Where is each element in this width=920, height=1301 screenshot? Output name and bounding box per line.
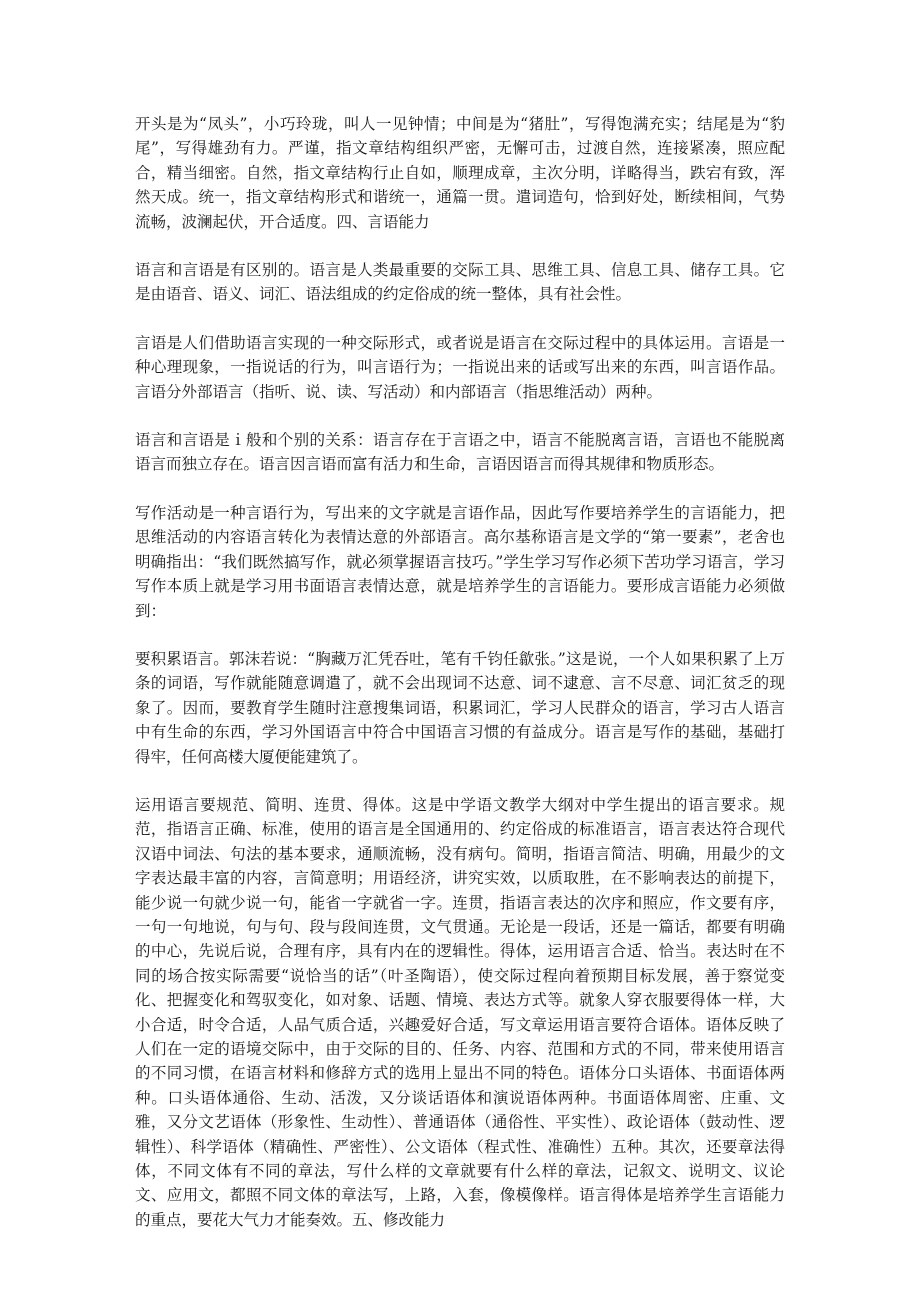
paragraph-use-language: 运用语言要规范、简明、连贯、得体。这是中学语文教学大纲对中学生提出的语言要求。规范，指语言正确、标准，使用的语言是全国通用的、约定俗成的标准语言，语言表达符合现代汉语中词法、句法的基本要求，通顺流畅，没有病句。简明，指语言简洁、明确，用最少的文字表达最丰富的内容，言简意明；用语经济，讲究实效，以质取胜，在不影响表达的前提下，能少说一句就少说一句，能省一字就省一字。连贯，指语言表达的次序和照应，作文要有序，一句一句地说，句与句、段与段间连贯，文气贯通。无论是一段话，还是一篇话，都要有明确的中心，先说后说，合理有序，具有内在的逻辑性。得体，运用语言合适、恰当。表达时在不同的场合按实际需要“说恰当的话”（叶圣陶语），使交际过程向着预期目标发展，善于察觉变化、把握变化和驾驭变化，如对象、话题、情境、表达方式等。就象人穿衣服要得体一样，大小合适，时令合适，人品气质合适，兴趣爱好合适，写文章运用语言要符合语体。语体反映了人们在一定的语境交际中，由于交际的目的、任务、内容、范围和方式的不同，带来使用语言的不同习惯，在语言材料和修辞方式的选用上显出不同的特色。语体分口头语体、书面语体两种。口头语体通俗、生动、活泼，又分谈话语体和演说语体两种。书面语体周密、庄重、文雅，又分文艺语体（形象性、生动性）、普通语体（通俗性、平实性）、政论语体（鼓动性、逻辑性）、科学语体（精确性、严密性）、公文语体（程式性、准确性）五种。其次，还要章法得体，不同文体有不同的章法，写什么样的文章就要有什么样的章法，记叙文、说明文、议论文、应用文，都照不同文体的章法写，上路，入套，像模像样。语言得体是培养学生言语能力的重点，要花大气力才能奏效。五、修改能力	[135, 795, 785, 1229]
paragraph-writing-activity: 写作活动是一种言语行为，写出来的文字就是言语作品，因此写作要培养学生的言语能力，把思维活动的内容语言转化为表情达意的外部语言。高尔基称语言是文学的“第一要素”，老舍也明确指出：“我们既然搞写作，就必须掌握语言技巧。”学生学习写作必须下苦功学习语言，学习写作本质上就是学习用书面语言表情达意，就是培养学生的言语能力。要形成言语能力必须做到：	[135, 503, 785, 620]
paragraph-language-vs-speech: 语言和言语是有区别的。语言是人类最重要的交际工具、思维工具、信息工具、储存工具。它是由语音、语义、词汇、语法组成的约定俗成的统一整体，具有社会性。	[135, 261, 785, 304]
paragraph-speech-definition: 言语是人们借助语言实现的一种交际形式，或者说是语言在交际过程中的具体运用。言语是一种心理现象，一指说话的行为，叫言语行为；一指说出来的话或写出来的东西，叫言语作品。言语分外部语言（指听、说、读、写活动）和内部语言（指思维活动）两种。	[135, 333, 785, 401]
paragraph-accumulate-language: 要积累语言。郭沫若说：“胸藏万汇凭吞吐，笔有千钧任歙张。”这是说，一个人如果积累了上万条的词语，写作就能随意调遣了，就不会出现词不达意、词不逮意、言不尽意、词汇贫乏的现象了。因而，要教育学生随时注意搜集词语，积累词汇，学习人民群众的语言，学习古人语言中有生命的东西，学习外国语言中符合中国语言习惯的有益成分。语言是写作的基础，基础打得牢，任何高楼大厦便能建筑了。	[135, 649, 785, 766]
paragraph-structure: 开头是为“凤头”，小巧玲珑，叫人一见钟情；中间是为“猪肚”，写得饱满充实；结尾是为“豹尾”，写得雄劲有力。严谨，指文章结构组织严密，无懈可击，过渡自然，连接紧凑，照应配合，精当细密。自然，指文章结构行止自如，顺理成章，主次分明，详略得当，跌宕有致，浑然天成。统一，指文章结构形式和谐统一，通篇一贯。遣词造句，恰到好处，断续相间，气势流畅，波澜起伏，开合适度。四、言语能力	[135, 115, 785, 231]
paragraph-general-particular: 语言和言语是ｉ般和个别的关系：语言存在于言语之中，语言不能脱离言语，言语也不能脱离语言而独立存在。语言因言语而富有活力和生命，言语因语言而得其规律和物质形态。	[135, 431, 785, 474]
document-body	[135, 112, 785, 1256]
